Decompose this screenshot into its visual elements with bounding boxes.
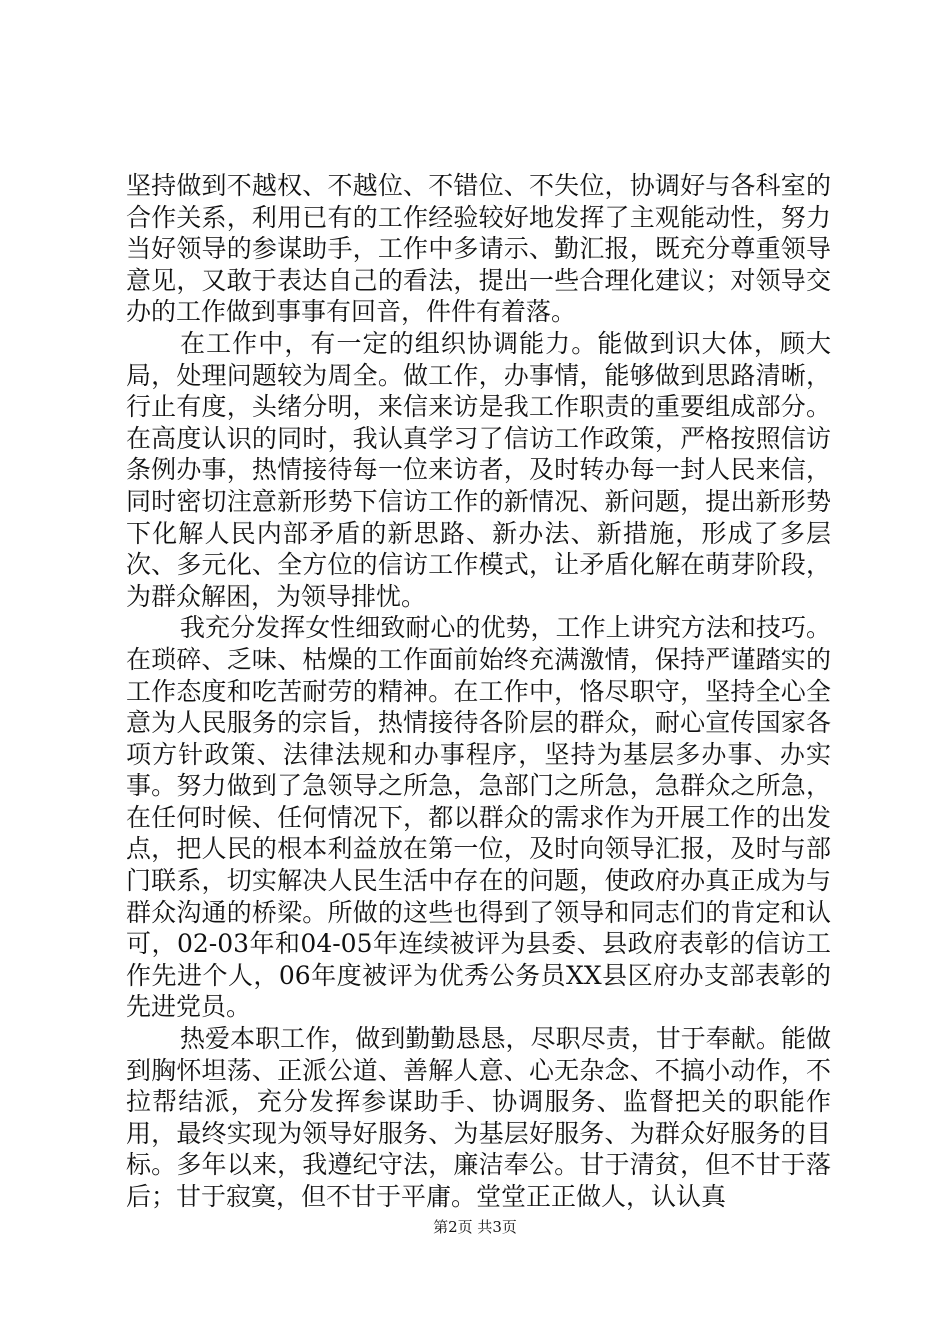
- paragraph-4: 热爱本职工作，做到勤勤恳恳，尽职尽责，甘于奉献。能做到胸怀坦荡、正派公道、善解人意、心无杂念、不搞小动作，不拉帮结派，充分发挥参谋助手、协调服务、监督把关的职能作用，最终实现为领导好服务、为基层好服务、为群众好服务的目标。多年以来，我遵纪守法，廉洁奉公。甘于清贫，但不甘于落后；甘于寂寞，但不甘于平庸。堂堂正正做人，认认真: [126, 1024, 831, 1211]
- document-body: [126, 170, 831, 1213]
- paragraph-2: 在工作中，有一定的组织协调能力。能做到识大体，顾大局，处理问题较为周全。做工作，办事情，能够做到思路清晰，行止有度，头绪分明，来信来访是我工作职责的重要组成部分。在高度认识的同时，我认真学习了信访工作政策，严格按照信访条例办事，热情接待每一位来访者，及时转办每一封人民来信，同时密切注意新形势下信访工作的新情况、新问题，提出新形势下化解人民内部矛盾的新思路、新办法、新措施，形成了多层次、多元化、全方位的信访工作模式，让矛盾化解在萌芽阶段，为群众解困，为领导排忧。: [126, 328, 831, 611]
- page-number-footer: 第2页 共3页: [433, 1218, 517, 1236]
- paragraph-3: 我充分发挥女性细致耐心的优势，工作上讲究方法和技巧。在琐碎、乏味、枯燥的工作面前始终充满激情，保持严谨踏实的工作态度和吃苦耐劳的精神。在工作中，恪尽职守，坚持全心全意为人民服务的宗旨，热情接待各阶层的群众，耐心宣传国家各项方针政策、法律法规和办事程序，坚持为基层多办事、办实事。努力做到了急领导之所急，急部门之所急，急群众之所急，在任何时候、任何情况下，都以群众的需求作为开展工作的出发点，把人民的根本利益放在第一位，及时向领导汇报，及时与部门联系，切实解决人民生活中存在的问题，使政府办真正成为与群众沟通的桥梁。所做的这些也得到了领导和同志们的肯定和认可，02-03年和04-05年连续被评为县委、县政府表彰的信访工作先进个人，06年度被评为优秀公务员XX县区府办支部表彰的先进党员。: [126, 613, 831, 1022]
- paragraph-1: 坚持做到不越权、不越位、不错位、不失位，协调好与各科室的合作关系，利用已有的工作经验较好地发挥了主观能动性，努力当好领导的参谋助手，工作中多请示、勤汇报，既充分尊重领导意见，又敢于表达自己的看法，提出一些合理化建议；对领导交办的工作做到事事有回音，件件有着落。: [126, 171, 831, 327]
